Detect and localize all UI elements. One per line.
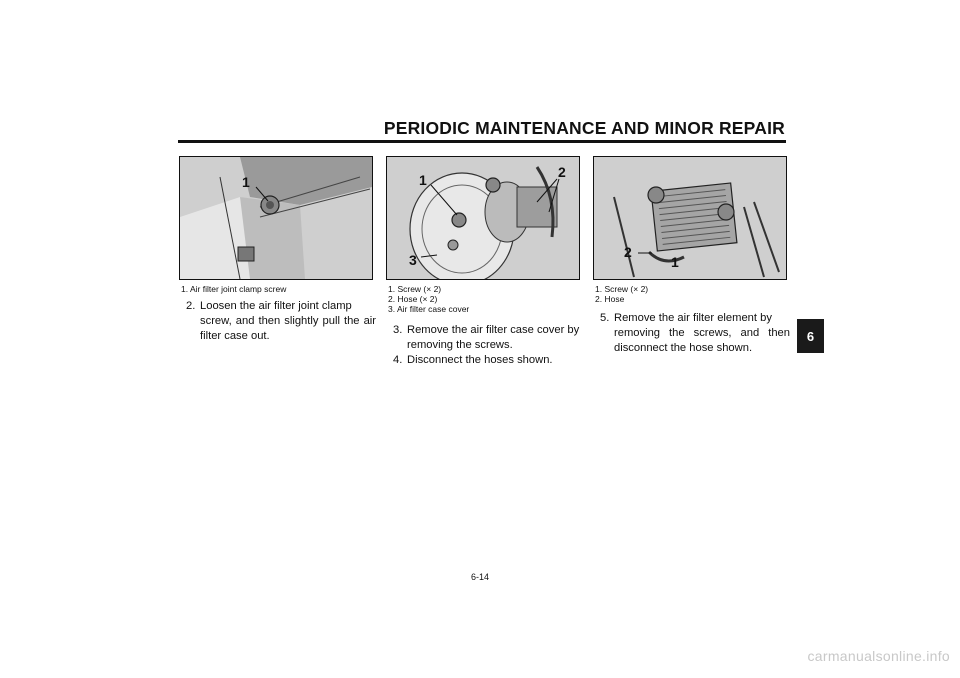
figure-air-filter-element xyxy=(593,156,787,280)
figure-air-filter-joint-clamp xyxy=(179,156,373,280)
figure-air-filter-case-cover xyxy=(386,156,580,280)
figure-2-illustration xyxy=(387,157,579,279)
figure-2-callout-1: 1 xyxy=(419,172,427,188)
figure-3-callout-1: 1 xyxy=(671,254,679,270)
step-text: Loosen the air filter joint clamp xyxy=(200,300,352,312)
watermark: carmanualsonline.info xyxy=(807,648,950,664)
page-title: PERIODIC MAINTENANCE AND MINOR REPAIR xyxy=(383,118,785,138)
figure-3-caption xyxy=(595,284,648,304)
figure-1-caption xyxy=(181,284,286,294)
header-divider xyxy=(178,140,786,143)
chapter-tab: 6 xyxy=(797,319,824,353)
step-2 xyxy=(186,299,376,344)
figure-2-caption xyxy=(388,284,469,314)
step-4 xyxy=(393,353,583,368)
step-text-continued: removing the screws, and then disconnect the hose shown. xyxy=(614,327,790,354)
caption-line: 2. Hose (× 2) xyxy=(388,294,438,304)
step-number: 5. xyxy=(600,312,610,324)
caption-line: 1. Screw (× 2) xyxy=(388,284,442,294)
step-number: 3. xyxy=(393,324,403,336)
caption-line: 2. Hose xyxy=(595,294,625,304)
step-3 xyxy=(393,323,583,353)
figure-1-illustration xyxy=(180,157,372,279)
figure-3-illustration xyxy=(594,157,786,279)
caption-line: 1. Air filter joint clamp screw xyxy=(181,284,287,294)
step-number: 4. xyxy=(393,354,403,366)
step-text-continued: removing the screws. xyxy=(407,339,513,351)
step-text: Remove the air filter element by xyxy=(614,312,772,324)
figure-2-callout-3: 3 xyxy=(409,252,417,268)
step-text: Disconnect the hoses shown. xyxy=(407,354,553,366)
caption-line: 3. Air filter case cover xyxy=(388,304,470,314)
figure-3-callout-2: 2 xyxy=(624,244,632,260)
figure-2-callout-2: 2 xyxy=(558,164,566,180)
step-5 xyxy=(600,311,790,356)
step-text: Remove the air filter case cover by xyxy=(407,324,580,336)
step-number: 2. xyxy=(186,300,196,312)
caption-line: 1. Screw (× 2) xyxy=(595,284,649,294)
figure-1-callout-1: 1 xyxy=(242,174,250,190)
step-text-continued: screw, and then slightly pull the air filter case out. xyxy=(200,315,376,342)
page-number: 6-14 xyxy=(470,572,489,582)
